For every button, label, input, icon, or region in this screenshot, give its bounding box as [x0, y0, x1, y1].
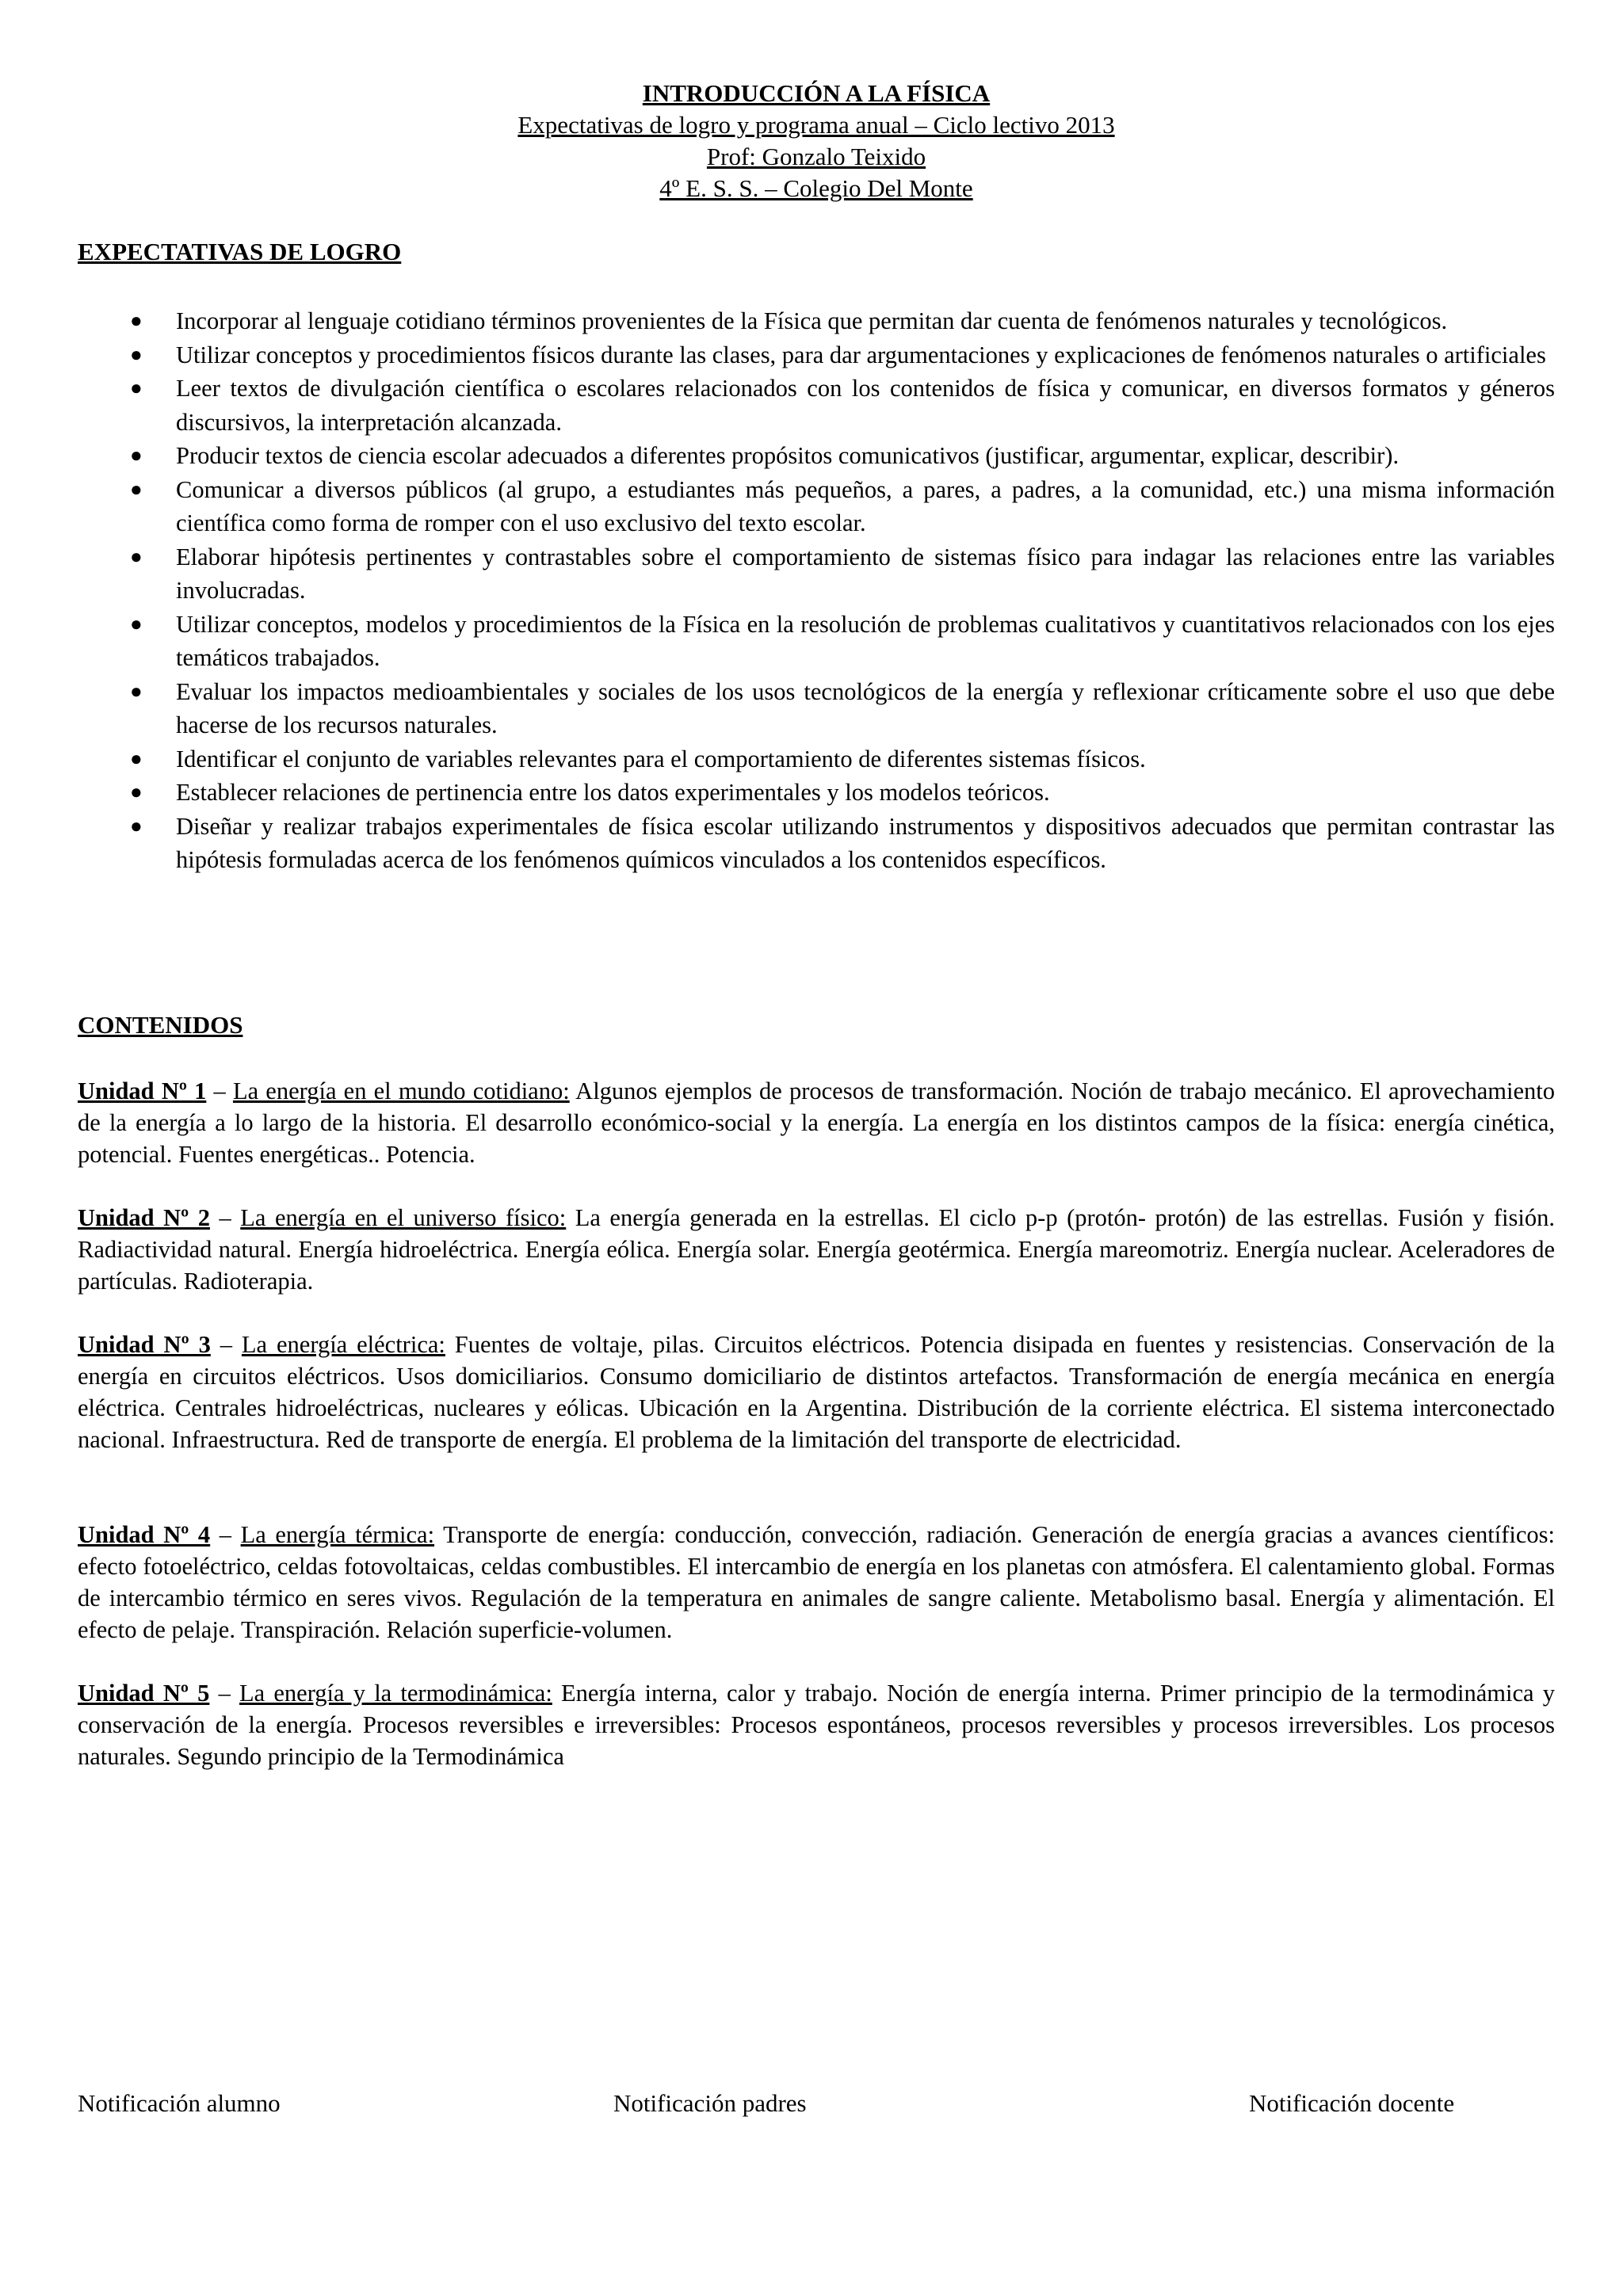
- expectativa-text: Identificar el conjunto de variables relevantes para el comportamiento de diferentes sistemas físicos.: [176, 745, 1146, 772]
- unit-dash: –: [206, 1077, 233, 1104]
- unit-paragraph: [78, 1329, 1555, 1455]
- professor-line: Prof: Gonzalo Teixido: [706, 143, 926, 170]
- course-line: 4º E. S. S. – Colegio Del Monte: [659, 174, 973, 202]
- expectativa-item: [78, 439, 1555, 473]
- expectativa-item: [78, 608, 1555, 675]
- unit-text: Algunos ejemplos de procesos de transformación. Noción de trabajo mecánico. El aprovechamiento de la energía a lo largo de la historia. El desarrollo económico-social y la energía. La energía en los distintos campos de la física: energía cinética, potencial. Fuentes energéticas.. Potencia.: [78, 1077, 1555, 1168]
- document-subtitle: Expectativas de logro y programa anual – Ciclo lectivo 2013: [517, 111, 1115, 139]
- expectativa-text: Incorporar al lenguaje cotidiano términos provenientes de la Física que permitan dar cuenta de fenómenos naturales y tecnológicos.: [176, 307, 1448, 334]
- expectativa-item: [78, 776, 1555, 810]
- unit-title: La energía eléctrica:: [241, 1331, 445, 1358]
- bullet-icon: ●: [130, 444, 143, 467]
- bullet-icon: ●: [130, 679, 143, 703]
- unit-text: La energía generada en la estrellas. El ciclo p-p (protón- protón) de las estrellas. Fusión y fisión. Radiactividad natural. Energía hidroeléctrica. Energía eólica. Energía solar. Energía geotérmica. Energía mareomotriz. Energía nuclear. Aceleradores de partículas. Radioterapia.: [78, 1204, 1555, 1295]
- bullet-icon: ●: [130, 746, 143, 770]
- unit-title: La energía en el mundo cotidiano:: [232, 1077, 570, 1104]
- notificacion-alumno: Notificación alumno: [78, 2089, 281, 2117]
- bullet-icon: ●: [130, 376, 143, 399]
- expectativa-item: [78, 540, 1555, 608]
- unit-number: Unidad Nº 4: [78, 1521, 211, 1548]
- bullet-icon: ●: [130, 342, 143, 366]
- expectativa-text: Producir textos de ciencia escolar adecuados a diferentes propósitos comunicativos (justificar, argumentar, explicar, describir).: [176, 442, 1400, 469]
- unit-dash: –: [209, 1680, 240, 1707]
- expectativa-item: [78, 338, 1555, 372]
- contenidos-heading: CONTENIDOS: [78, 1011, 243, 1039]
- unit-title: La energía en el universo físico:: [240, 1204, 567, 1231]
- unit-text: Transporte de energía: conducción, convección, radiación. Generación de energía gracias a avances científicos: efecto fotoeléctrico, celdas fotovoltaicas, celdas combustibles. El intercambio de energía en los planetas con atmósfera. El calentamiento global. Formas de intercambio térmico en seres vivos. Regulación de la temperatura en animales de sangre caliente. Metabolismo basal. Energía y alimentación. El efecto de pelaje. Transpiración. Relación superficie-volumen.: [78, 1521, 1555, 1643]
- notificacion-padres: Notificación padres: [613, 2089, 807, 2117]
- unit-paragraph: [78, 1202, 1555, 1297]
- expectativa-item: [78, 304, 1555, 338]
- unit-number: Unidad Nº 3: [78, 1331, 211, 1358]
- unit-number: Unidad Nº 2: [78, 1204, 210, 1231]
- bullet-icon: ●: [130, 544, 143, 568]
- unit-text: Energía interna, calor y trabajo. Noción de energía interna. Primer principio de la termodinámica y conservación de la energía. Procesos reversibles e irreversibles: Procesos espontáneos, procesos reversibles y procesos irreversibles. Los procesos naturales. Segundo principio de la Termodinámica: [78, 1680, 1555, 1770]
- document-header: [78, 78, 1555, 204]
- expectativa-text: Evaluar los impactos medioambientales y sociales de los usos tecnológicos de la energía y reflexionar críticamente sobre el uso que debe hacerse de los recursos naturales.: [176, 677, 1555, 738]
- bullet-icon: ●: [130, 814, 143, 837]
- bullet-icon: ●: [130, 612, 143, 635]
- expectativa-item: [78, 473, 1555, 540]
- expectativa-text: Elaborar hipótesis pertinentes y contrastables sobre el comportamiento de sistemas físico para indagar las relaciones entre las variables involucradas.: [176, 543, 1555, 604]
- unit-title: La energía y la termodinámica:: [239, 1680, 552, 1707]
- unit-dash: –: [210, 1331, 242, 1358]
- expectativas-heading: EXPECTATIVAS DE LOGRO: [78, 238, 402, 265]
- expectativa-text: Diseñar y realizar trabajos experimentales de física escolar utilizando instrumentos y dispositivos adecuados que permitan contrastar las hipótesis formuladas acerca de los fenómenos químicos vinculados a los contenidos específicos.: [176, 812, 1555, 873]
- expectativa-item: [78, 742, 1555, 776]
- expectativa-text: Leer textos de divulgación científica o escolares relacionados con los contenidos de física y comunicar, en diversos formatos y géneros discursivos, la interpretación alcanzada.: [176, 375, 1555, 436]
- bullet-icon: ●: [130, 780, 143, 803]
- expectativas-list: [78, 304, 1555, 877]
- unit-text: Fuentes de voltaje, pilas. Circuitos eléctricos. Potencia disipada en fuentes y resistencias. Conservación de la energía en circuitos eléctricos. Usos domiciliarios. Consumo domiciliario de distintos artefactos. Transformación de energía mecánica en energía eléctrica. Centrales hidroeléctricas, nucleares y eólicas. Ubicación en la Argentina. Distribución de la corriente eléctrica. El sistema interconectado nacional. Infraestructura. Red de transporte de energía. El problema de la limitación del transporte de electricidad.: [78, 1331, 1556, 1453]
- bullet-icon: ●: [130, 477, 143, 501]
- expectativa-text: Utilizar conceptos, modelos y procedimientos de la Física en la resolución de problemas cualitativos y cuantitativos relacionados con los ejes temáticos trabajados.: [176, 610, 1555, 671]
- unit-number: Unidad Nº 5: [78, 1680, 210, 1707]
- unit-paragraph: [78, 1519, 1555, 1646]
- bullet-icon: ●: [130, 309, 143, 332]
- unit-number: Unidad Nº 1: [78, 1077, 207, 1104]
- document-title: INTRODUCCIÓN A LA FÍSICA: [642, 79, 991, 107]
- expectativa-text: Utilizar conceptos y procedimientos físicos durante las clases, para dar argumentaciones y explicaciones de fenómenos naturales o artificiales: [176, 341, 1546, 368]
- expectativa-text: Comunicar a diversos públicos (al grupo, a estudiantes más pequeños, a pares, a padres, a la comunidad, etc.) una misma información científica como forma de romper con el uso exclusivo del texto escolar.: [176, 475, 1555, 536]
- expectativa-item: [78, 372, 1555, 439]
- unit-paragraph: [78, 1677, 1555, 1772]
- unit-dash: –: [210, 1204, 241, 1231]
- expectativa-text: Establecer relaciones de pertinencia entre los datos experimentales y los modelos teóricos.: [176, 779, 1050, 806]
- unit-paragraph: [78, 1075, 1555, 1170]
- expectativa-item: [78, 810, 1555, 877]
- unit-dash: –: [210, 1521, 241, 1548]
- notificacion-docente: Notificación docente: [1249, 2089, 1455, 2117]
- expectativa-item: [78, 675, 1555, 742]
- unit-title: La energía térmica:: [240, 1521, 435, 1548]
